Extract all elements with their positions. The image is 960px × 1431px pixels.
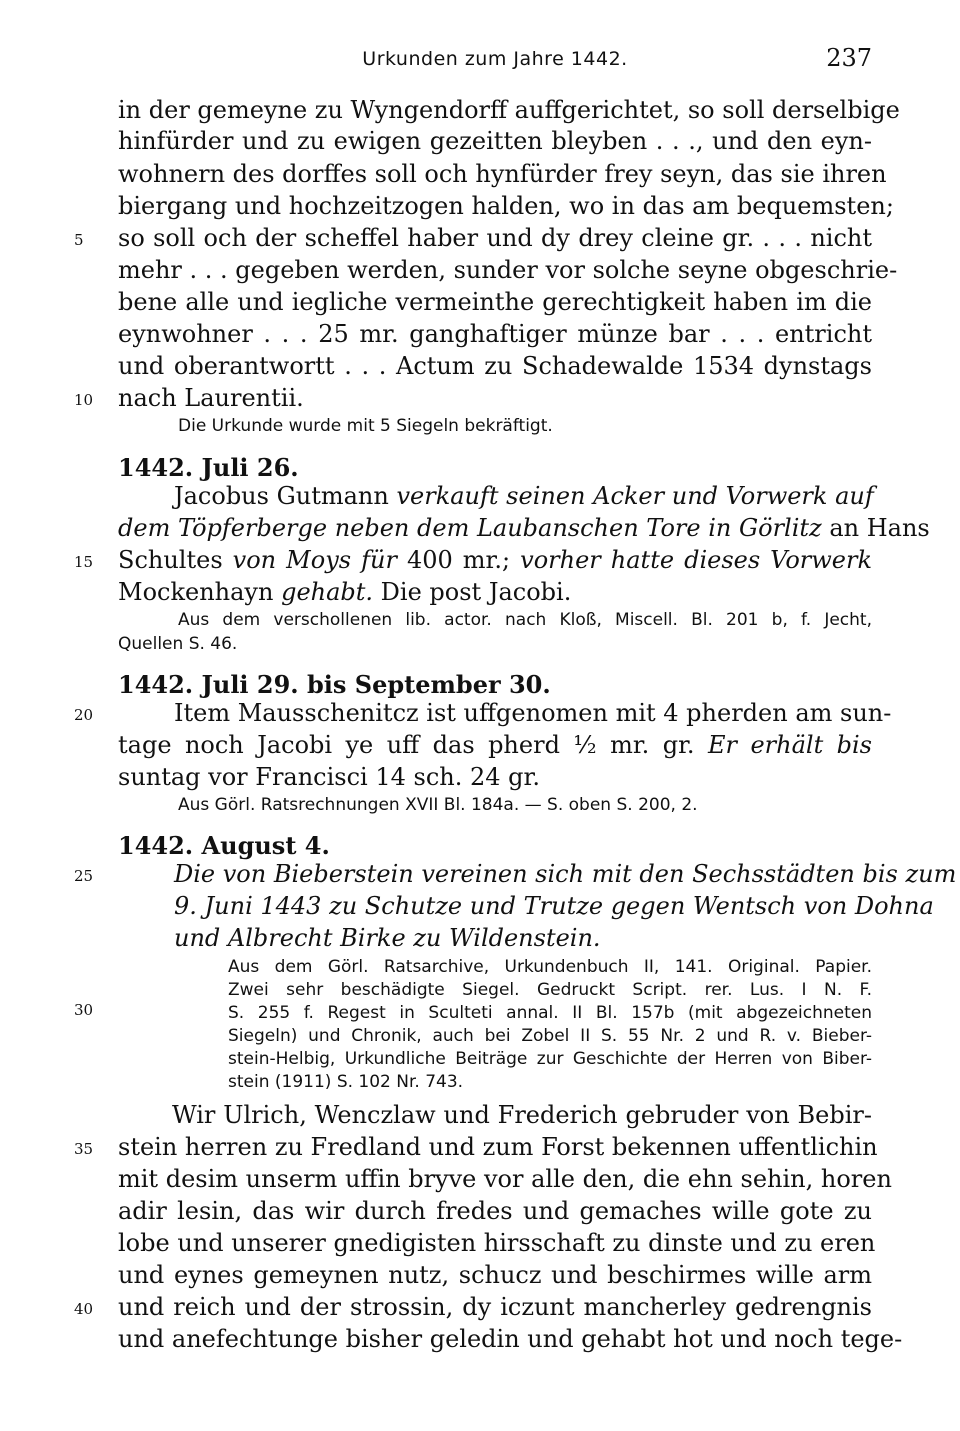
text-line: stein herren zu Fredland und zum Forst bekennen uffentlichin	[118, 1133, 878, 1161]
text-line: mehr . . . gegeben werden, sunder vor solche seyne obgeschrie-	[118, 256, 898, 284]
margin-line-number: 30	[74, 1001, 94, 1019]
margin-line-number: 15	[74, 553, 94, 571]
entry-heading: 1442. Juli 26.	[118, 453, 299, 482]
running-title: Urkunden zum Jahre 1442.	[362, 48, 628, 70]
text-line: adir lesin, das wir durch fredes und gemaches wille gote zu	[118, 1197, 872, 1225]
source-note-line: stein-Helbig, Urkundliche Beiträge zur Geschichte der Herren von Biber-	[228, 1049, 872, 1069]
source-note-line: Siegeln) und Chronik, auch bei Zobel II S. 55 Nr. 2 und R. v. Bieber-	[228, 1026, 872, 1046]
text-line: so soll och der scheffel haber und dy drey cleine gr. . . . nicht	[118, 224, 872, 252]
text-line: und Albrecht Birke zu Wildenstein.	[174, 924, 601, 952]
margin-line-number: 25	[74, 867, 94, 885]
source-note-line: Quellen S. 46.	[118, 634, 238, 654]
text-line: dem Töpferberge neben dem Laubanschen Tore in Görlitz an Hans	[118, 514, 930, 542]
text-line: tage noch Jacobi ye uff das pherd ½ mr. gr. Er erhält bis	[118, 731, 873, 759]
margin-line-number: 5	[74, 231, 84, 249]
text-line: mit desim unserm uffin bryve vor alle den, die ehn sehin, horen	[118, 1165, 892, 1193]
text-line: Die von Bieberstein vereinen sich mit den Sechsstädten bis zum	[174, 860, 957, 888]
margin-line-number: 20	[74, 706, 94, 724]
text-line: und eynes gemeynen nutz, schucz und beschirmes wille arm	[118, 1261, 872, 1289]
text-line: hinfürder und zu ewigen gezeitten bleyben . . ., und den eyn-	[118, 127, 872, 155]
source-note-line: Zwei sehr beschädigte Siegel. Gedruckt Script. rer. Lus. I N. F.	[228, 980, 872, 1000]
source-note-line: Aus dem Görl. Ratsarchive, Urkundenbuch II, 141. Original. Papier.	[228, 957, 872, 977]
source-note-line: Aus Görl. Ratsrechnungen XVII Bl. 184a. — S. oben S. 200, 2.	[178, 795, 698, 815]
text-line: eynwohner . . . 25 mr. ganghaftiger münze bar . . . entricht	[118, 320, 872, 348]
text-line: und oberantwortt . . . Actum zu Schadewalde 1534 dynstags	[118, 352, 872, 380]
text-line: Wir Ulrich, Wenczlaw und Frederich gebruder von Bebir-	[172, 1101, 872, 1129]
text-line: bene alle und iegliche vermeinthe gerechtigkeit haben im die	[118, 288, 872, 316]
text-line: nach Laurentii.	[118, 384, 304, 412]
text-line: Mockenhayn gehabt. Die post Jacobi.	[118, 578, 572, 606]
text-line: 9. Juni 1443 zu Schutze und Trutze gegen Wentsch von Dohna	[174, 892, 934, 920]
text-line: wohnern des dorffes soll och hynfürder frey seyn, das sie ihren	[118, 160, 887, 188]
entry-heading: 1442. August 4.	[118, 831, 330, 860]
margin-line-number: 40	[74, 1300, 94, 1318]
source-note-line: Die Urkunde wurde mit 5 Siegeln bekräftigt.	[178, 416, 553, 436]
text-line: und anefechtunge bisher geledin und gehabt hot und noch tege-	[118, 1325, 903, 1353]
page-header	[118, 42, 872, 78]
text-line: lobe und unserer gnedigisten hirsschaft zu dinste und zu eren	[118, 1229, 876, 1257]
source-note-line: Aus dem verschollenen lib. actor. nach Kloß, Miscell. Bl. 201 b, f. Jecht,	[178, 610, 872, 630]
text-line: und reich und der strossin, dy iczunt mancherley gedrengnis	[118, 1293, 872, 1321]
text-line: suntag vor Francisci 14 sch. 24 gr.	[118, 763, 540, 791]
margin-line-number: 35	[74, 1140, 94, 1158]
source-note-line: stein (1911) S. 102 Nr. 743.	[228, 1072, 464, 1092]
text-line: Jacobus Gutmann verkauft seinen Acker und Vorwerk auf	[174, 482, 874, 510]
text-line: Item Mausschenitcz ist uffgenomen mit 4 pherden am sun-	[174, 699, 892, 727]
margin-line-number: 10	[74, 391, 94, 409]
entry-heading: 1442. Juli 29. bis September 30.	[118, 670, 551, 699]
source-note-line: S. 255 f. Regest in Sculteti annal. II Bl. 157b (mit abgezeichneten	[228, 1003, 872, 1023]
text-line: Schultes von Moys für 400 mr.; vorher hatte dieses Vorwerk	[118, 546, 872, 574]
text-line: biergang und hochzeitzogen halden, wo in das am bequemsten;	[118, 192, 894, 220]
page-number: 237	[826, 44, 872, 72]
text-line: in der gemeyne zu Wyngendorff auffgerichtet, so soll derselbige	[118, 96, 900, 124]
